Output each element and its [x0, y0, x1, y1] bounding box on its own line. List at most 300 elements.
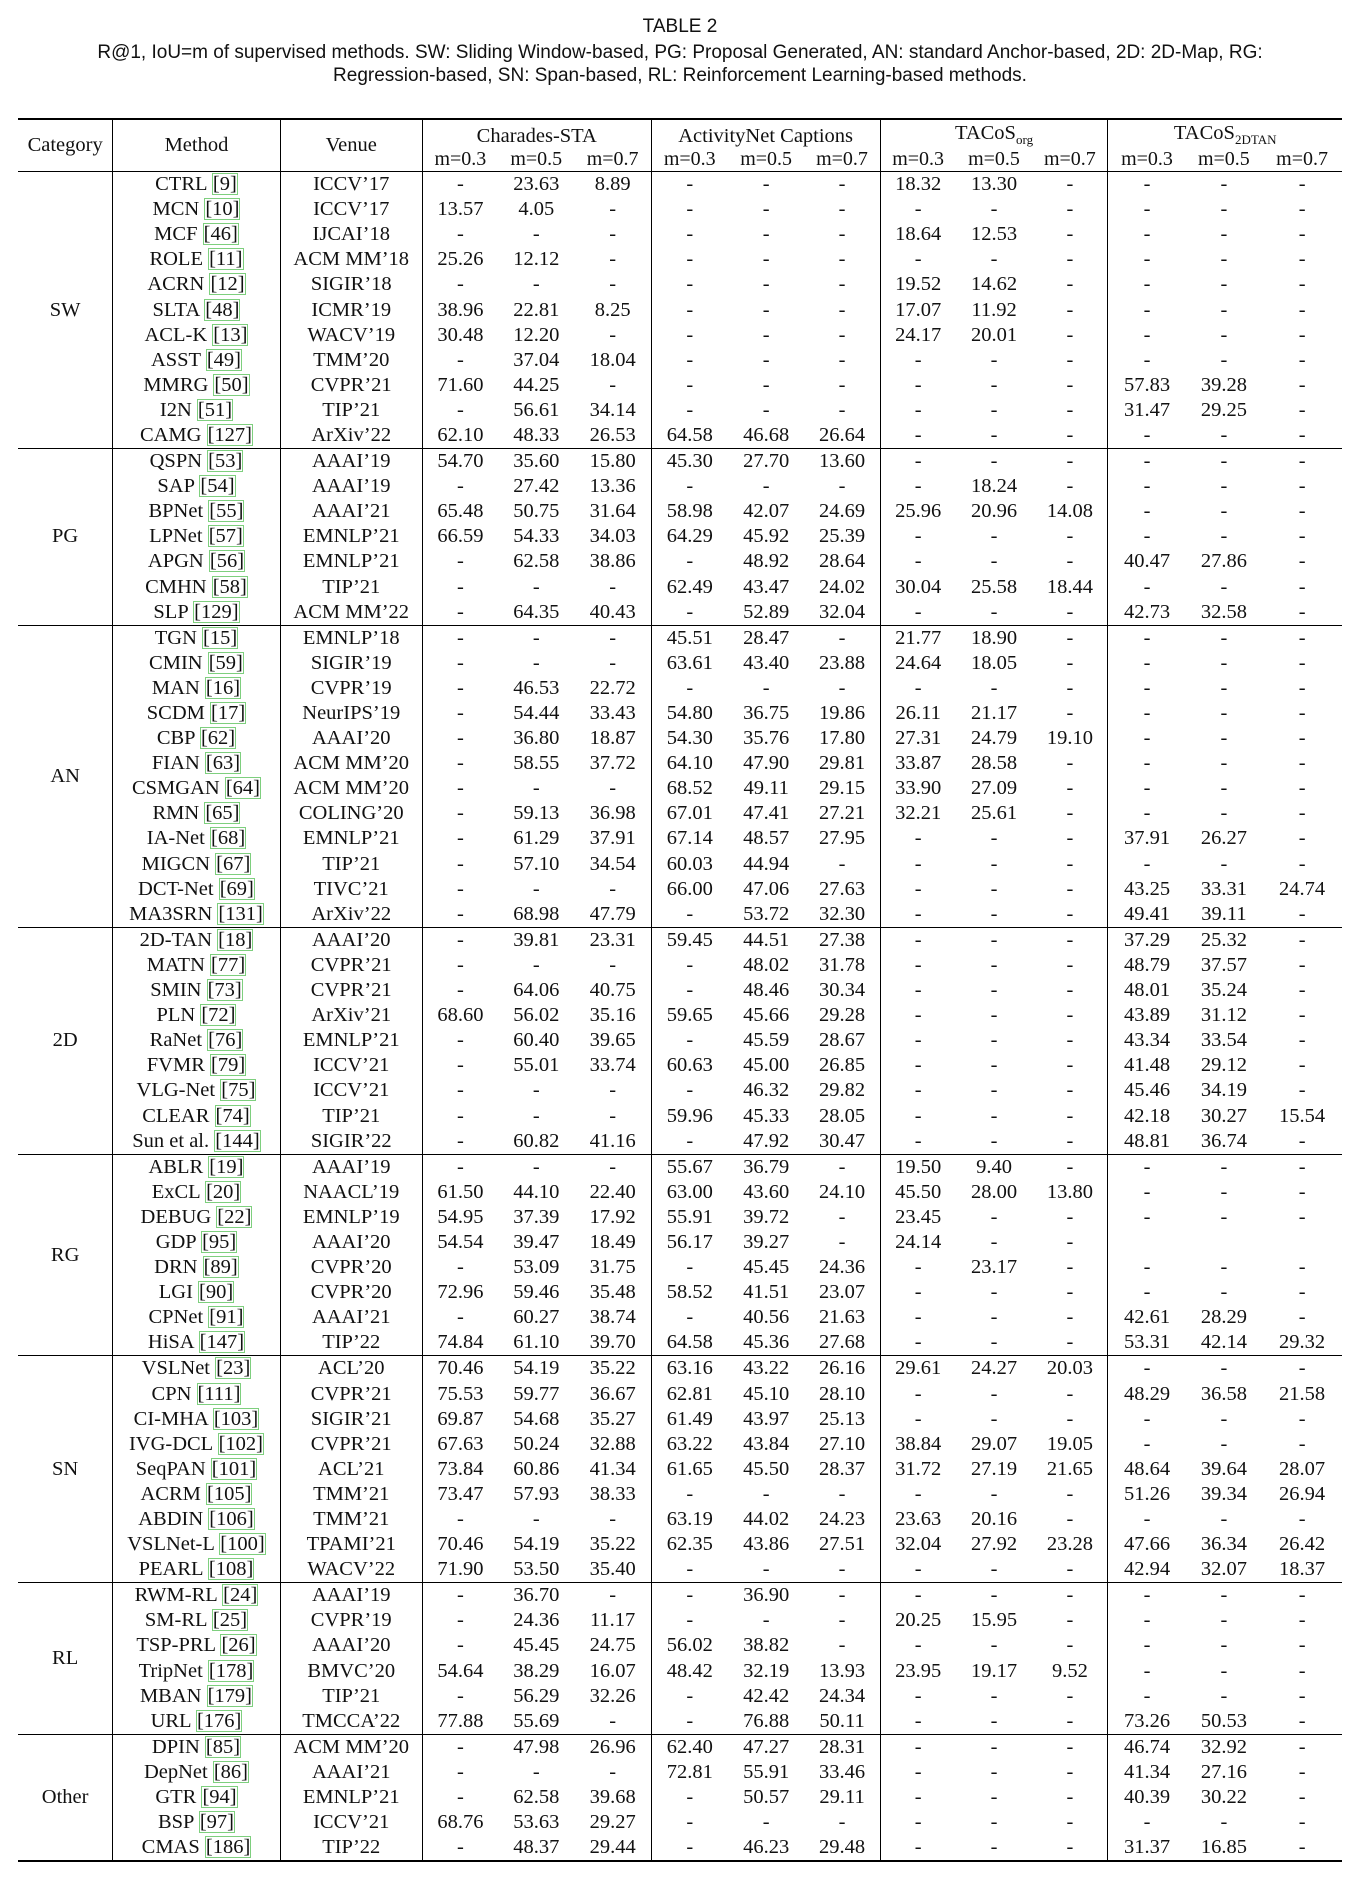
- value-cell: 54.19: [513, 1533, 560, 1556]
- value-cell: -: [1220, 676, 1228, 699]
- citation-link[interactable]: [23]: [216, 1357, 251, 1380]
- value-cell: 35.48: [575, 1280, 652, 1305]
- citation-link[interactable]: [51]: [197, 398, 233, 421]
- value-cell: 32.07: [1200, 1558, 1247, 1581]
- value-cell: -: [804, 852, 880, 877]
- value-cell: 45.59: [743, 1029, 790, 1052]
- table-row: [18, 1633, 1342, 1658]
- value-cell: 20.01: [970, 323, 1018, 346]
- citation-number: 10: [212, 198, 233, 221]
- value-cell: -: [990, 1786, 998, 1809]
- table-row: [18, 1129, 1342, 1155]
- value-cell: 43.22: [743, 1357, 790, 1380]
- value-cell: 28.05: [804, 1103, 880, 1128]
- table-row: [18, 1785, 1342, 1810]
- method-cell: [113, 826, 280, 851]
- table-row: [18, 600, 1342, 626]
- method-cell: [113, 575, 280, 600]
- value-cell: -: [1298, 676, 1306, 699]
- value-cell: -: [456, 702, 464, 725]
- method-name: PEARL: [138, 1558, 203, 1581]
- citation-link[interactable]: [72]: [201, 1004, 236, 1027]
- value-cell: 32.92: [1200, 1735, 1247, 1758]
- method-name: DEBUG: [140, 1205, 212, 1228]
- value-cell: -: [686, 348, 694, 371]
- value-cell: 24.64: [895, 651, 942, 674]
- value-cell: -: [1032, 1507, 1108, 1532]
- method-name: ABDIN: [138, 1508, 204, 1531]
- citation-link[interactable]: [94]: [202, 1786, 237, 1809]
- value-cell: -: [762, 223, 770, 246]
- value-cell: 54.95: [437, 1205, 484, 1228]
- value-cell: 51.26: [1123, 1482, 1171, 1505]
- value-cell: -: [1298, 525, 1306, 548]
- value-cell: -: [804, 1154, 880, 1180]
- value-cell: 30.48: [437, 323, 484, 346]
- value-cell: 28.64: [804, 549, 880, 574]
- value-cell: -: [1143, 575, 1151, 598]
- value-cell: -: [456, 727, 464, 750]
- citation-link[interactable]: [53]: [208, 450, 243, 473]
- citation-link[interactable]: [74]: [215, 1104, 250, 1127]
- value-cell: 27.31: [895, 727, 942, 750]
- value-cell: -: [1032, 1129, 1108, 1155]
- value-cell: 45.36: [743, 1331, 790, 1354]
- value-cell: -: [1298, 1129, 1306, 1152]
- value-cell: -: [762, 298, 770, 321]
- venue-cell: NeurIPS’19: [280, 701, 422, 726]
- citation-link[interactable]: [18]: [218, 928, 253, 951]
- citation-link[interactable]: [63]: [205, 752, 241, 775]
- value-cell: -: [1143, 1659, 1151, 1682]
- citation-link[interactable]: [24]: [223, 1584, 258, 1607]
- value-cell: 48.02: [743, 953, 790, 976]
- value-cell: -: [914, 928, 922, 951]
- value-cell: -: [686, 550, 694, 573]
- value-cell: -: [1143, 198, 1151, 221]
- method-name: ACRM: [140, 1482, 201, 1505]
- value-cell: -: [686, 1709, 694, 1732]
- citation-link[interactable]: [11]: [209, 248, 243, 271]
- value-cell: 4.05: [518, 198, 555, 221]
- value-cell: 24.69: [804, 499, 880, 524]
- value-cell: -: [686, 298, 694, 321]
- value-cell: -: [914, 902, 922, 925]
- citation-link[interactable]: [55]: [209, 500, 244, 523]
- method-cell: [113, 1684, 280, 1709]
- value-cell: -: [1298, 1029, 1306, 1052]
- citation-link[interactable]: [186]: [205, 1836, 251, 1859]
- citation-link[interactable]: [25]: [212, 1609, 248, 1632]
- value-cell: -: [990, 1281, 998, 1304]
- citation-link[interactable]: [26]: [221, 1634, 256, 1657]
- value-cell: -: [1143, 1407, 1151, 1430]
- method-name: TripNet: [138, 1659, 203, 1682]
- value-cell: 55.67: [666, 1155, 713, 1178]
- value-cell: -: [914, 1256, 922, 1279]
- value-cell: 74.84: [437, 1331, 484, 1354]
- value-cell: -: [456, 1256, 464, 1279]
- citation-number: 91: [216, 1306, 237, 1329]
- value-cell: -: [1220, 702, 1228, 725]
- citation-link[interactable]: [58]: [212, 575, 247, 598]
- value-cell: 13.60: [804, 449, 880, 475]
- value-cell: -: [1143, 273, 1151, 296]
- value-cell: -: [1298, 450, 1306, 473]
- value-cell: 26.85: [804, 1053, 880, 1078]
- value-cell: -: [1032, 1835, 1108, 1861]
- value-cell: 59.77: [513, 1382, 560, 1405]
- value-cell: -: [1032, 222, 1108, 247]
- citation-link[interactable]: [179]: [207, 1684, 252, 1707]
- method-cell: [113, 877, 280, 902]
- table-row: [18, 575, 1342, 600]
- value-cell: 32.21: [895, 802, 942, 825]
- citation-link[interactable]: [106]: [209, 1508, 254, 1531]
- header-dataset-tacos-org: TACoS$_{org}$: [880, 119, 1108, 148]
- citation-link[interactable]: [129]: [194, 600, 239, 623]
- value-cell: 26.53: [575, 423, 652, 449]
- citation-link[interactable]: [13]: [213, 323, 248, 346]
- citation-link[interactable]: [16]: [205, 676, 241, 699]
- value-cell: 24.75: [575, 1633, 652, 1658]
- value-cell: 19.50: [895, 1155, 942, 1178]
- value-cell: -: [762, 1558, 770, 1581]
- citation-link[interactable]: [64]: [225, 777, 260, 800]
- value-cell: -: [914, 198, 922, 221]
- value-cell: 18.90: [970, 626, 1018, 649]
- value-cell: -: [914, 1634, 922, 1657]
- value-cell: -: [1143, 676, 1151, 699]
- citation-link[interactable]: [69]: [219, 877, 254, 900]
- value-cell: -: [575, 197, 652, 222]
- header-m-cell: m=0.3: [663, 148, 716, 170]
- citation-link[interactable]: [178]: [208, 1659, 254, 1682]
- value-cell: -: [1032, 423, 1108, 449]
- value-cell: 45.10: [743, 1382, 790, 1405]
- method-cell: [113, 1053, 280, 1078]
- method-name: IVG-DCL: [128, 1432, 213, 1455]
- value-cell: -: [1220, 450, 1228, 473]
- value-cell: -: [1032, 600, 1108, 626]
- table-row: [18, 1835, 1342, 1861]
- value-cell: -: [456, 651, 464, 674]
- value-cell: -: [762, 173, 770, 196]
- value-cell: 59.45: [666, 928, 713, 951]
- value-cell: 36.67: [575, 1382, 652, 1407]
- header-m-cell: m=0.5: [968, 148, 1020, 170]
- value-cell: 53.50: [513, 1558, 560, 1581]
- value-cell: -: [456, 752, 464, 775]
- value-cell: -: [1032, 1103, 1108, 1128]
- value-cell: 60.82: [513, 1129, 560, 1152]
- value-cell: -: [456, 600, 464, 623]
- value-cell: -: [1143, 298, 1151, 321]
- method-cell: [113, 323, 280, 348]
- value-cell: -: [1143, 1180, 1151, 1203]
- citation-number: 75: [228, 1079, 249, 1102]
- category-group: [18, 927, 1342, 1154]
- value-cell: 24.36: [513, 1609, 560, 1632]
- table-row: [18, 1734, 1342, 1760]
- value-cell: -: [1032, 1305, 1108, 1330]
- citation-link[interactable]: [9]: [212, 173, 237, 196]
- value-cell: 12.20: [513, 323, 560, 346]
- value-cell: 47.98: [513, 1735, 560, 1758]
- value-cell: -: [1032, 1230, 1108, 1255]
- method-name: SM-RL: [144, 1609, 207, 1632]
- value-cell: -: [575, 776, 652, 801]
- value-cell: 29.27: [575, 1810, 652, 1835]
- value-cell: 35.76: [743, 727, 790, 750]
- citation-link[interactable]: [91]: [209, 1306, 244, 1329]
- venue-cell: TIP’22: [280, 1835, 422, 1861]
- citation-link[interactable]: [50]: [214, 373, 249, 396]
- citation-link[interactable]: [90]: [199, 1281, 234, 1304]
- venue-cell: WACV’22: [280, 1557, 422, 1583]
- value-cell: -: [1298, 1760, 1306, 1783]
- value-cell: 57.10: [513, 852, 560, 875]
- citation-link[interactable]: [127]: [207, 423, 252, 446]
- value-cell: 43.97: [743, 1407, 790, 1430]
- value-cell: 45.30: [666, 450, 713, 473]
- method-cell: [113, 1280, 280, 1305]
- citation-number: 12: [217, 273, 238, 296]
- table-header: [18, 119, 1342, 172]
- method-cell: [113, 726, 280, 751]
- citation-number: 129: [200, 600, 232, 623]
- method-name: SCDM: [146, 702, 205, 725]
- venue-cell: CVPR’20: [280, 1255, 422, 1280]
- value-cell: -: [1032, 1684, 1108, 1709]
- value-cell: -: [575, 373, 652, 398]
- category-group: [18, 449, 1342, 626]
- value-cell: 31.47: [1123, 398, 1171, 421]
- value-cell: 37.91: [1123, 827, 1171, 850]
- value-cell: 27.10: [804, 1432, 880, 1457]
- citation-link[interactable]: [49]: [206, 348, 241, 371]
- category-cell: SW: [18, 172, 113, 449]
- value-cell: 37.39: [513, 1205, 560, 1228]
- value-cell: 17.92: [575, 1205, 652, 1230]
- value-cell: 62.49: [666, 575, 713, 598]
- method-cell: [113, 1583, 280, 1609]
- citation-link[interactable]: [15]: [203, 626, 238, 649]
- value-cell: 29.25: [1200, 398, 1247, 421]
- citation-link[interactable]: [65]: [205, 802, 240, 825]
- citation-link[interactable]: [79]: [211, 1054, 246, 1077]
- value-cell: 50.57: [743, 1786, 790, 1809]
- value-cell: 37.29: [1123, 928, 1171, 951]
- citation-link[interactable]: [97]: [199, 1811, 234, 1834]
- value-cell: 31.75: [575, 1255, 652, 1280]
- value-cell: -: [914, 423, 922, 446]
- citation-link[interactable]: [22]: [217, 1205, 252, 1228]
- method-cell: [113, 1330, 280, 1356]
- value-cell: -: [1220, 323, 1228, 346]
- value-cell: 41.34: [575, 1457, 652, 1482]
- citation-link[interactable]: [176]: [196, 1709, 242, 1732]
- value-cell: 45.66: [743, 1004, 790, 1027]
- value-cell: 38.74: [575, 1305, 652, 1330]
- venue-cell: AAAI’19: [280, 1154, 422, 1180]
- value-cell: 54.33: [513, 525, 560, 548]
- citation-link[interactable]: [48]: [205, 298, 240, 321]
- citation-link[interactable]: [100]: [220, 1533, 265, 1556]
- value-cell: -: [914, 1760, 922, 1783]
- value-cell: 37.04: [513, 348, 560, 371]
- value-cell: 54.19: [513, 1357, 560, 1380]
- citation-link[interactable]: [147]: [199, 1331, 245, 1354]
- value-cell: -: [1298, 500, 1306, 523]
- header-method: Method: [113, 119, 280, 172]
- citation-link[interactable]: [102]: [218, 1432, 263, 1455]
- citation-link[interactable]: [101]: [211, 1457, 257, 1480]
- citation-link[interactable]: [76]: [208, 1029, 243, 1052]
- method-name: VSLNet: [141, 1357, 210, 1380]
- value-cell: -: [456, 223, 464, 246]
- citation-link[interactable]: [73]: [207, 979, 242, 1002]
- value-cell: 35.22: [575, 1356, 652, 1382]
- value-cell: -: [686, 1558, 694, 1581]
- venue-cell: AAAI’20: [280, 726, 422, 751]
- value-cell: -: [686, 475, 694, 498]
- citation-link[interactable]: [108]: [208, 1558, 254, 1581]
- value-cell: -: [456, 1786, 464, 1809]
- value-cell: -: [1220, 1609, 1228, 1632]
- venue-cell: CVPR’21: [280, 1382, 422, 1407]
- value-cell: -: [1143, 1432, 1151, 1455]
- value-cell: 67.63: [437, 1432, 484, 1455]
- value-cell: -: [1220, 173, 1228, 196]
- header-m-cell: m=0.7: [575, 148, 652, 172]
- value-cell: -: [914, 1709, 922, 1732]
- citation-link[interactable]: [20]: [206, 1180, 241, 1203]
- value-cell: 64.29: [666, 525, 713, 548]
- value-cell: -: [990, 1306, 998, 1329]
- value-cell: 64.58: [666, 423, 713, 446]
- citation-link[interactable]: [62]: [200, 727, 236, 750]
- value-cell: -: [1220, 626, 1228, 649]
- value-cell: 27.16: [1200, 1760, 1247, 1783]
- value-cell: -: [1032, 1734, 1108, 1760]
- value-cell: 53.31: [1123, 1331, 1171, 1354]
- value-cell: -: [1143, 1609, 1151, 1632]
- citation-link[interactable]: [131]: [218, 902, 263, 925]
- value-cell: 18.05: [970, 651, 1018, 674]
- value-cell: 56.17: [666, 1230, 713, 1253]
- citation-link[interactable]: [86]: [213, 1760, 248, 1783]
- citation-number: 100: [227, 1533, 258, 1556]
- citation-number: 62: [207, 727, 229, 750]
- value-cell: -: [456, 1029, 464, 1052]
- citation-link[interactable]: [56]: [209, 550, 245, 573]
- value-cell: 29.48: [804, 1835, 880, 1861]
- value-cell: -: [1220, 298, 1228, 321]
- citation-link[interactable]: [95]: [202, 1230, 237, 1253]
- value-cell: -: [1298, 600, 1306, 623]
- citation-number: 20: [212, 1180, 234, 1203]
- method-cell: [113, 1028, 280, 1053]
- value-cell: 56.02: [513, 1004, 560, 1027]
- value-cell: 53.63: [513, 1811, 560, 1834]
- value-cell: 43.25: [1123, 877, 1171, 900]
- value-cell: -: [686, 953, 694, 976]
- table-row: [18, 1482, 1342, 1507]
- table-row: [18, 651, 1342, 676]
- value-cell: -: [762, 676, 770, 699]
- citation-number: 51: [204, 398, 226, 421]
- value-cell: 19.52: [895, 273, 942, 296]
- citation-link[interactable]: [105]: [207, 1482, 252, 1505]
- citation-link[interactable]: [10]: [205, 198, 240, 221]
- venue-cell: TIP’21: [280, 575, 422, 600]
- value-cell: -: [1298, 1205, 1306, 1228]
- value-cell: -: [990, 676, 998, 699]
- value-cell: -: [1032, 1407, 1108, 1432]
- value-cell: 58.55: [513, 752, 560, 775]
- table-row: [18, 1760, 1342, 1785]
- venue-cell: COLING’20: [280, 801, 422, 826]
- citation-link[interactable]: [75]: [221, 1079, 256, 1102]
- method-name: MCF: [154, 223, 198, 246]
- method-name: CSMGAN: [131, 777, 220, 800]
- value-cell: -: [1032, 549, 1108, 574]
- header-dataset-activitynet: ActivityNet Captions: [651, 119, 880, 148]
- value-cell: 25.32: [1200, 928, 1247, 951]
- value-cell: -: [1032, 751, 1108, 776]
- citation-link[interactable]: [85]: [205, 1735, 241, 1758]
- value-cell: -: [914, 1129, 922, 1152]
- value-cell: -: [456, 1684, 464, 1707]
- value-cell: 13.93: [804, 1659, 880, 1684]
- citation-link[interactable]: [77]: [211, 953, 246, 976]
- value-cell: -: [1298, 1004, 1306, 1027]
- citation-link[interactable]: [46]: [203, 223, 238, 246]
- value-cell: 36.34: [1200, 1533, 1247, 1556]
- citation-number: 46: [210, 223, 231, 246]
- citation-link[interactable]: [103]: [213, 1407, 259, 1430]
- value-cell: 26.64: [804, 423, 880, 449]
- venue-cell: ACM MM’18: [280, 247, 422, 272]
- citation-link[interactable]: [144]: [215, 1129, 260, 1152]
- value-cell: 25.58: [970, 575, 1018, 598]
- citation-link[interactable]: [12]: [210, 273, 245, 296]
- value-cell: 48.92: [743, 550, 790, 573]
- value-cell: 23.63: [513, 173, 560, 196]
- citation-link[interactable]: [68]: [210, 827, 246, 850]
- citation-link[interactable]: [54]: [200, 475, 235, 498]
- citation-link[interactable]: [19]: [209, 1155, 244, 1178]
- citation-link[interactable]: [57]: [208, 525, 243, 548]
- value-cell: -: [1032, 1154, 1108, 1180]
- citation-link[interactable]: [17]: [211, 702, 246, 725]
- value-cell: -: [1298, 1584, 1306, 1607]
- citation-link[interactable]: [111]: [197, 1382, 241, 1405]
- value-cell: 23.63: [895, 1508, 942, 1531]
- citation-link[interactable]: [67]: [216, 852, 251, 875]
- value-cell: -: [456, 1129, 464, 1152]
- value-cell: 40.75: [575, 978, 652, 1003]
- method-cell: [113, 651, 280, 676]
- value-cell: 21.77: [895, 626, 942, 649]
- header-m-cell: m=0.7: [1276, 148, 1329, 170]
- citation-link[interactable]: [59]: [208, 651, 243, 674]
- citation-link[interactable]: [89]: [203, 1256, 238, 1279]
- table-row: [18, 1280, 1342, 1305]
- value-cell: 48.29: [1123, 1382, 1171, 1405]
- value-cell: 75.53: [437, 1382, 484, 1405]
